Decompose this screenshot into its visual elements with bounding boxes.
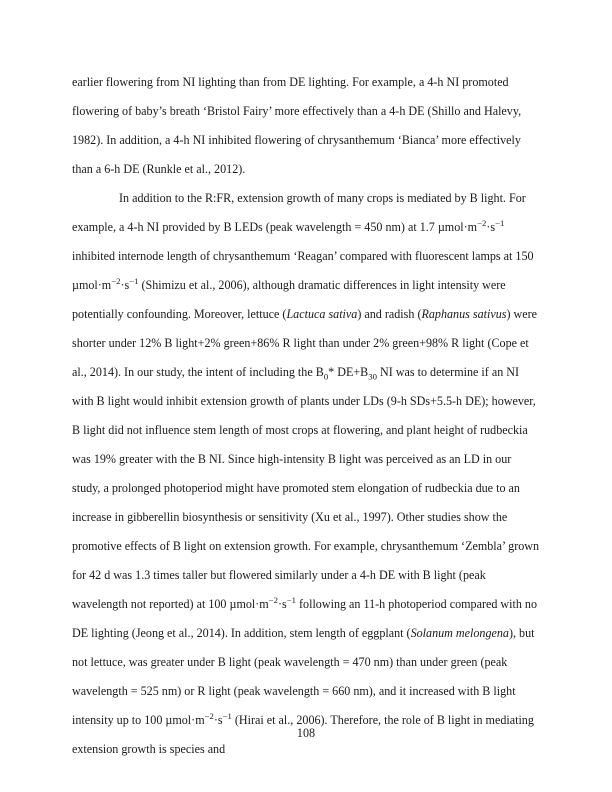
- body-text-block: [72, 68, 540, 764]
- text-run-sup: −2: [111, 275, 121, 286]
- text-run-sup: −1: [286, 594, 296, 605]
- text-run-italic: Lactuca sativa: [286, 307, 358, 321]
- text-run-sub: 30: [368, 371, 377, 382]
- text-run-italic: Solanum melongena: [410, 626, 509, 640]
- page-number: 108: [296, 726, 316, 740]
- text-run-italic: Raphanus sativus: [421, 307, 507, 321]
- text-run-sup: −1: [495, 217, 505, 228]
- text-run-sup: −2: [204, 710, 214, 721]
- text-run-sup: −2: [268, 594, 278, 605]
- text-run-sup: −2: [477, 217, 487, 228]
- text-run-sub: 0: [323, 371, 329, 382]
- text-run-sup: −1: [222, 710, 232, 721]
- body-paragraph: earlier flowering from NI lighting than from DE lighting. For example, a 4-h NI promoted flowering of baby’s breath ‘Bristol Fairy’ more effectively than a 4-h DE (Shillo and Halevy, 1982). In addition, a 4-h NI inhibited flowering of chrysanthemum ‘Bianca’ more effectively than a 6-h DE (Runkle et al., 2012).: [72, 75, 522, 176]
- text-run-sup: −1: [129, 275, 139, 286]
- body-paragraph: In addition to the R:FR, extension growth of many crops is mediated by B light. For example, a 4-h NI provided by B LEDs (peak wavelength = 450 nm) at 1.7 $\mu mol\cdot m^{-2}\cdot s^{-1}$ inhibited internode length of chrysanthemum ‘Reagan’ compared with fluorescent lamps at 150 $\mu mol\cdot m^{-2}\cdot s^{-1}$ (Shimizu et al., 2006), although dramatic differences in light intensity were potentially confounding. Moreover, lettuce (Lactuca sativa) and radish (Raphanus sativus) were shorter under 12% B light+2% green+86% R light than under 2% green+98% R light (Cope et al., 2014). In our study, the intent of including the $B_0*$ $DE+B_{30}$ NI was to determine if an NI with B light would inhibit extension growth of plants under LDs (9-h SDs+5.5-h DE); however, B light did not influence stem length of most crops at flowering, and plant height of rudbeckia was 19% greater with the B NI. Since high-intensity B light was perceived as an LD in our study, a prolonged photoperiod might have promoted stem elongation of rudbeckia due to an increase in gibberellin biosynthesis or sensitivity (Xu et al., 1997). Other studies show the promotive effects of B light on extension growth. For example, chrysanthemum ‘Zembla’ grown for 42 d was 1.3 times taller but flowered similarly under a 4-h DE with B light (peak wavelength not reported) at 100 $\mu mol\cdot m^{-2}\cdot s^{-1}$ following an 11-h photoperiod compared with no DE lighting (Jeong et al., 2014). In addition, stem length of eggplant (Solanum melongena), but not lettuce, was greater under B light (peak wavelength = 470 nm) than under green (peak wavelength = 525 nm) or R light (peak wavelength = 660 nm), and it increased with B light intensity up to 100 $\mu mol\cdot m^{-2}\cdot s^{-1}$ (Hirai et al., 2006). Therefore, the role of B light in mediating extension growth is species and: [72, 191, 540, 756]
